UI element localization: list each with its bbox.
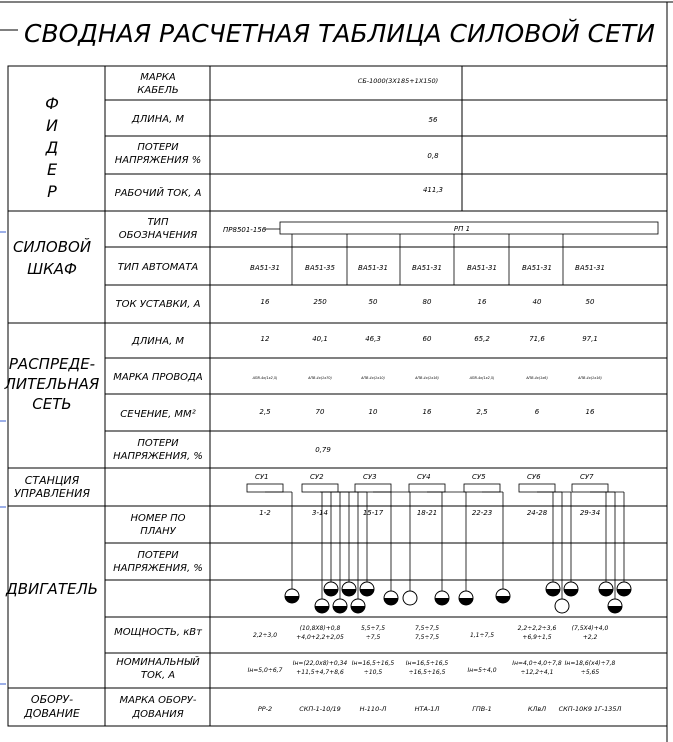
equipment-brand-value: Н-110-Л: [359, 705, 387, 713]
svg-text:СИЛОВОЙ: СИЛОВОЙ: [12, 238, 92, 256]
equipment-brand-value: СКП-1-10/19: [299, 705, 341, 713]
motor-symbol: [315, 599, 329, 613]
station-box: [409, 484, 445, 492]
rated-current-value: ÷12,2÷4,1: [520, 669, 554, 676]
power-value: +2,2: [582, 634, 598, 641]
setting-current-value: 50: [585, 298, 595, 306]
svg-text:ТИП АВТОМАТА: ТИП АВТОМАТА: [117, 262, 199, 273]
station-box: [302, 484, 338, 492]
line-length-value: 60: [422, 335, 432, 343]
motor-symbol: [351, 599, 365, 613]
feeder-length-value: 56: [428, 116, 438, 124]
plan-number-value: 3-14: [312, 509, 328, 517]
svg-text:СЕЧЕНИЕ, ММ²: СЕЧЕНИЕ, ММ²: [120, 409, 196, 420]
svg-text:ОБОРУ-: ОБОРУ-: [30, 693, 74, 706]
equipment-brand-value: СКП-10К9 1Г-135Л: [558, 705, 622, 713]
svg-text:НАПРЯЖЕНИЯ %: НАПРЯЖЕНИЯ %: [114, 155, 202, 166]
plan-number-value: 18-21: [416, 509, 438, 517]
svg-text:МОЩНОСТЬ, кВт: МОЩНОСТЬ, кВт: [114, 627, 202, 638]
rated-current-value: Iн=16,5÷16,5: [351, 660, 395, 667]
wire-brand-value: АПВ-4х(1х2,5): [252, 376, 278, 380]
station-label: СУ2: [310, 473, 324, 481]
setting-current-value: 16: [477, 298, 487, 306]
rated-current-value: Iн=18,6(х4)÷7,8: [564, 660, 616, 667]
cable-brand-value: СБ-1000(3Х185+1Х150): [357, 77, 439, 85]
plan-number-value: 15-17: [362, 509, 384, 517]
power-value: +4,0+2,2+2,05: [296, 634, 344, 641]
svg-text:И: И: [46, 116, 58, 135]
setting-current-value: 50: [368, 298, 378, 306]
rated-current-value: Iн=(22,0х8)+0,34: [292, 660, 348, 667]
rated-current-value: Iн=16,5÷16,5: [405, 660, 449, 667]
cross-section-value: 2,5: [476, 408, 488, 416]
wire-brand-value: АПВ-4х(1х16): [415, 376, 439, 380]
feeder-loss-value: 0,8: [427, 152, 439, 160]
motor-symbol: [333, 599, 347, 613]
power-value: 2,2÷3,0: [252, 632, 278, 639]
plan-number-value: 22-23: [471, 509, 493, 517]
svg-text:ОБОЗНАЧЕНИЯ: ОБОЗНАЧЕНИЯ: [118, 230, 198, 241]
station-label: СУ1: [255, 473, 269, 481]
station-box: [464, 484, 500, 492]
breaker-type-value: ВА51-31: [358, 264, 388, 272]
svg-text:ДЛИНА, М: ДЛИНА, М: [131, 336, 185, 347]
svg-text:НАПРЯЖЕНИЯ, %: НАПРЯЖЕНИЯ, %: [113, 451, 203, 462]
feeder-heading: [45, 94, 59, 201]
setting-current-value: 250: [313, 298, 327, 306]
svg-text:СЕТЬ: СЕТЬ: [32, 395, 72, 413]
motor-symbol: [599, 582, 613, 596]
station-label: СУ6: [527, 473, 541, 481]
wire-brand-value: АПВ-4х(1х6): [526, 376, 548, 380]
wire-brand-value: АПВ-4х(1х10): [361, 376, 385, 380]
line-length-value: 97,1: [582, 335, 598, 343]
wire-brand-value: АПВ-4х(1х2,5): [469, 376, 495, 380]
equipment-brand-value: РР-2: [257, 705, 273, 713]
motor-symbol: [435, 591, 449, 605]
svg-text:ДОВАНИЯ: ДОВАНИЯ: [132, 709, 184, 720]
line-length-value: 46,3: [365, 335, 381, 343]
cabinet-heading: [13, 237, 91, 278]
svg-text:ЛИТЕЛЬНАЯ: ЛИТЕЛЬНАЯ: [4, 375, 100, 393]
cross-section-value: 10: [368, 408, 378, 416]
motor-heading: ДВИГАТЕЛЬ: [5, 580, 99, 598]
svg-text:Р: Р: [47, 182, 57, 201]
row-labels: [113, 72, 203, 720]
plan-number-value: 29-34: [579, 509, 601, 517]
breaker-type-value: ВА51-31: [412, 264, 442, 272]
svg-text:Ф: Ф: [45, 94, 59, 113]
motor-symbol: [608, 599, 622, 613]
equipment-brand-value: ГПВ-1: [472, 705, 492, 713]
station-heading: [14, 474, 90, 500]
cross-section-value: 16: [585, 408, 595, 416]
power-value: (10,8Х8)+0,8: [299, 625, 341, 632]
motor-symbol: [360, 582, 374, 596]
svg-text:МАРКА ПРОВОДА: МАРКА ПРОВОДА: [113, 372, 203, 383]
svg-text:Е: Е: [46, 160, 58, 179]
svg-text:МАРКА: МАРКА: [140, 72, 176, 83]
motor-symbol: [342, 582, 356, 596]
svg-text:ПОТЕРИ: ПОТЕРИ: [137, 438, 179, 449]
wire-brand-value: АПВ-4х(1х70): [308, 376, 332, 380]
svg-text:КАБЕЛЬ: КАБЕЛЬ: [137, 85, 179, 96]
cross-section-value: 2,5: [259, 408, 271, 416]
svg-text:РАБОЧИЙ ТОК, А: РАБОЧИЙ ТОК, А: [114, 188, 202, 199]
rated-current-value: Iн=5÷4,0: [467, 667, 497, 674]
motor-symbol: [496, 589, 510, 603]
svg-text:ДЛИНА, М: ДЛИНА, М: [131, 114, 185, 125]
cross-section-value: 6: [534, 408, 540, 416]
motor-symbol: [617, 582, 631, 596]
power-value: +6,9÷1,5: [522, 634, 552, 641]
svg-text:ПОТЕРИ: ПОТЕРИ: [137, 142, 179, 153]
line-length-value: 65,2: [474, 335, 490, 343]
svg-text:УПРАВЛЕНИЯ: УПРАВЛЕНИЯ: [13, 487, 91, 500]
network-heading: [4, 355, 100, 413]
setting-current-value: 16: [260, 298, 270, 306]
network-voltage-loss-value: 0,79: [315, 446, 331, 454]
motor-symbol: [546, 582, 560, 596]
cross-section-value: 70: [315, 408, 325, 416]
svg-text:ШКАФ: ШКАФ: [27, 260, 77, 278]
svg-text:МАРКА ОБОРУ-: МАРКА ОБОРУ-: [119, 695, 197, 706]
equipment-brand-value: КЛвЛ: [527, 705, 547, 713]
power-value: 5,5÷7,5: [360, 625, 386, 632]
svg-text:ТОК УСТАВКИ, А: ТОК УСТАВКИ, А: [115, 299, 201, 310]
svg-text:ТИП: ТИП: [147, 217, 169, 228]
rated-current-value: ÷16,5÷16,5: [408, 669, 446, 676]
rated-current-value: Iн=5,0÷6,7: [247, 667, 283, 674]
control-stations: [247, 473, 608, 492]
svg-text:Д: Д: [45, 138, 59, 157]
circuit-columns: [248, 234, 622, 713]
equipment-heading: [23, 693, 80, 720]
breaker-type-value: ВА51-31: [575, 264, 605, 272]
rated-current-value: ÷10,5: [363, 669, 383, 676]
station-label: СУ4: [417, 473, 431, 481]
station-label: СУ5: [472, 473, 486, 481]
motor-symbol: [285, 589, 299, 603]
cabinet-values: [223, 222, 658, 234]
svg-text:НОМЕР ПО: НОМЕР ПО: [130, 513, 186, 524]
svg-text:ПОТЕРИ: ПОТЕРИ: [137, 550, 179, 561]
station-box: [519, 484, 555, 492]
rated-current-value: ÷5,65: [580, 669, 600, 676]
plan-number-value: 24-28: [526, 509, 548, 517]
power-value: (7,5Х4)+4,0: [571, 625, 609, 632]
plan-number-value: 1-2: [259, 509, 271, 517]
station-label: СУ7: [580, 473, 594, 481]
load-symbol: [555, 599, 569, 613]
line-length-value: 12: [260, 335, 270, 343]
line-length-value: 40,1: [312, 335, 328, 343]
power-value: 7,5÷7,5: [414, 634, 440, 641]
power-value: 2,2÷2,2÷3,6: [517, 625, 557, 632]
cabinet-designation: РП 1: [453, 225, 471, 233]
power-value: 1,1÷7,5: [469, 632, 495, 639]
cross-section-value: 16: [422, 408, 432, 416]
load-symbol: [403, 591, 417, 605]
setting-current-value: 80: [422, 298, 432, 306]
station-box: [355, 484, 391, 492]
motor-symbol: [564, 582, 578, 596]
breaker-type-value: ВА51-35: [305, 264, 335, 272]
margin-ticks: [0, 232, 6, 684]
rated-current-value: +11,5+4,7+8,6: [296, 669, 344, 676]
station-label: СУ3: [363, 473, 377, 481]
power-value: 7,5÷7,5: [414, 625, 440, 632]
equipment-brand-value: НТА-1Л: [414, 705, 440, 713]
power-value: ÷7,5: [365, 634, 381, 641]
svg-text:НАПРЯЖЕНИЯ, %: НАПРЯЖЕНИЯ, %: [113, 563, 203, 574]
cabinet-input-label: ПР8501-156: [223, 226, 267, 234]
svg-text:ДОВАНИЕ: ДОВАНИЕ: [24, 707, 80, 720]
motor-symbol: [324, 582, 338, 596]
motor-symbol: [384, 591, 398, 605]
breaker-type-value: ВА51-31: [467, 264, 497, 272]
svg-text:НОМИНАЛЬНЫЙ: НОМИНАЛЬНЫЙ: [116, 657, 200, 668]
station-box: [572, 484, 608, 492]
svg-text:ПЛАНУ: ПЛАНУ: [140, 526, 176, 537]
breaker-type-value: ВА51-31: [522, 264, 552, 272]
svg-text:СТАНЦИЯ: СТАНЦИЯ: [24, 474, 80, 487]
line-length-value: 71,6: [529, 335, 545, 343]
station-box: [247, 484, 283, 492]
rated-current-value: Iн=4,0÷4,0÷7,8: [512, 660, 562, 667]
sheet-title: СВОДНАЯ РАСЧЕТНАЯ ТАБЛИЦА СИЛОВОЙ СЕТИ: [24, 19, 655, 48]
feeder-current-value: 411,3: [422, 186, 444, 194]
motor-symbol: [459, 591, 473, 605]
svg-text:ТОК, А: ТОК, А: [140, 670, 176, 681]
wire-brand-value: АПВ-4х(1х16): [578, 376, 602, 380]
breaker-type-value: ВА51-31: [250, 264, 280, 272]
svg-text:РАСПРЕДЕ-: РАСПРЕДЕ-: [8, 355, 96, 373]
setting-current-value: 40: [532, 298, 542, 306]
